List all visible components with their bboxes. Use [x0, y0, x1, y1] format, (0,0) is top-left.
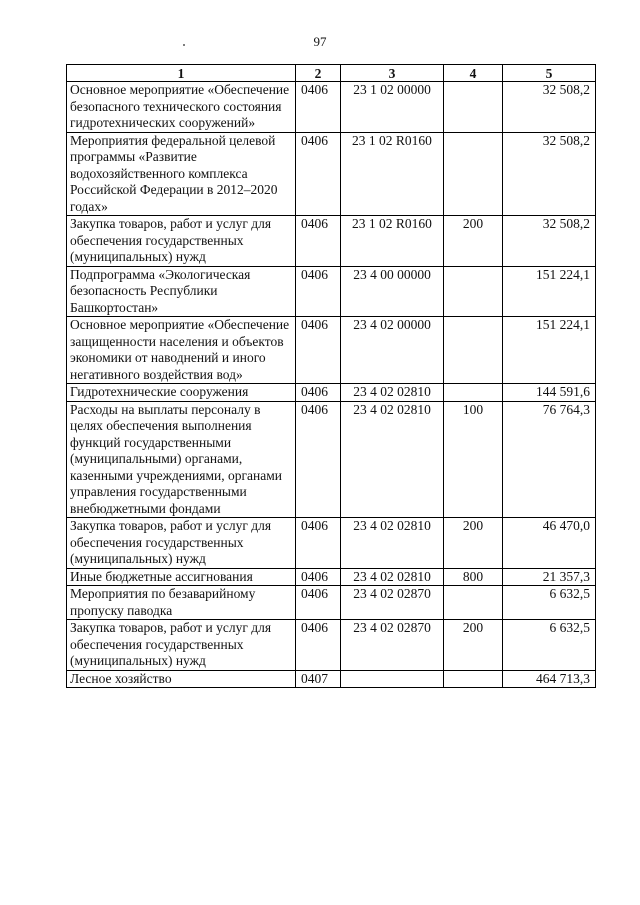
target-code-cell: 23 4 02 02870: [341, 620, 444, 671]
table-row: [67, 266, 596, 317]
row-name-cell: Расходы на выплаты персоналу в целях обеспечения выполнения функций государственными (муниципальными) органами, казенными учреждениями, органами управления государственными внебюджетными фондами: [67, 401, 296, 518]
target-code-cell: 23 4 00 00000: [341, 266, 444, 317]
row-name-cell: Закупка товаров, работ и услуг для обеспечения государственных (муниципальных) нужд: [67, 620, 296, 671]
table-row: [67, 82, 596, 133]
expense-type-cell: 200: [444, 216, 503, 267]
expense-type-cell: [444, 384, 503, 402]
table-row: [67, 518, 596, 569]
expense-type-cell: 200: [444, 518, 503, 569]
table-row: [67, 620, 596, 671]
section-code-cell: 0406: [296, 317, 341, 384]
section-code-cell: 0406: [296, 620, 341, 671]
section-code-cell: 0406: [296, 82, 341, 133]
target-code-cell: 23 1 02 00000: [341, 82, 444, 133]
section-code-cell: 0406: [296, 401, 341, 518]
amount-cell: 32 508,2: [503, 216, 596, 267]
target-code-cell: 23 1 02 R0160: [341, 216, 444, 267]
row-name-cell: Основное мероприятие «Обеспечение безопасного технического состояния гидротехнических сооружений»: [67, 82, 296, 133]
table-row: [67, 132, 596, 216]
row-name-cell: Иные бюджетные ассигнования: [67, 568, 296, 586]
expense-type-cell: [444, 317, 503, 384]
amount-cell: 46 470,0: [503, 518, 596, 569]
target-code-cell: 23 4 02 02810: [341, 384, 444, 402]
amount-cell: 32 508,2: [503, 132, 596, 216]
table-row: [67, 384, 596, 402]
target-code-cell: [341, 670, 444, 688]
row-name-cell: Мероприятия по безаварийному пропуску паводка: [67, 586, 296, 620]
column-header: 4: [444, 65, 503, 82]
target-code-cell: 23 4 02 02810: [341, 568, 444, 586]
table-row: [67, 670, 596, 688]
amount-cell: 464 713,3: [503, 670, 596, 688]
section-code-cell: 0406: [296, 518, 341, 569]
amount-cell: 21 357,3: [503, 568, 596, 586]
section-code-cell: 0406: [296, 568, 341, 586]
row-name-cell: Подпрограмма «Экологическая безопасность Республики Башкортостан»: [67, 266, 296, 317]
amount-cell: 6 632,5: [503, 620, 596, 671]
column-header: 1: [67, 65, 296, 82]
amount-cell: 76 764,3: [503, 401, 596, 518]
expense-type-cell: 800: [444, 568, 503, 586]
scan-dot: [183, 44, 185, 46]
table-row: [67, 216, 596, 267]
table-body: [67, 82, 596, 688]
row-name-cell: Основное мероприятие «Обеспечение защищенности населения и объектов экономики от наводнений и иного негативного воздействия вод»: [67, 317, 296, 384]
amount-cell: 151 224,1: [503, 266, 596, 317]
column-header: 3: [341, 65, 444, 82]
amount-cell: 6 632,5: [503, 586, 596, 620]
section-code-cell: 0406: [296, 216, 341, 267]
column-header: 2: [296, 65, 341, 82]
budget-table: [66, 64, 596, 688]
expense-type-cell: 100: [444, 401, 503, 518]
section-code-cell: 0406: [296, 586, 341, 620]
row-name-cell: Закупка товаров, работ и услуг для обеспечения государственных (муниципальных) нужд: [67, 216, 296, 267]
amount-cell: 144 591,6: [503, 384, 596, 402]
row-name-cell: Мероприятия федеральной целевой программы «Развитие водохозяйственного комплекса Российской Федерации в 2012–2020 годах»: [67, 132, 296, 216]
column-header: 5: [503, 65, 596, 82]
section-code-cell: 0407: [296, 670, 341, 688]
target-code-cell: 23 4 02 02870: [341, 586, 444, 620]
table-row: [67, 401, 596, 518]
table-row: [67, 317, 596, 384]
expense-type-cell: [444, 586, 503, 620]
expense-type-cell: [444, 82, 503, 133]
row-name-cell: Лесное хозяйство: [67, 670, 296, 688]
target-code-cell: 23 4 02 02810: [341, 401, 444, 518]
table-row: [67, 586, 596, 620]
section-code-cell: 0406: [296, 132, 341, 216]
expense-type-cell: [444, 132, 503, 216]
table-header-row: [67, 65, 596, 82]
expense-type-cell: 200: [444, 620, 503, 671]
expense-type-cell: [444, 670, 503, 688]
target-code-cell: 23 4 02 02810: [341, 518, 444, 569]
table-row: [67, 568, 596, 586]
expense-type-cell: [444, 266, 503, 317]
row-name-cell: Гидротехнические сооружения: [67, 384, 296, 402]
amount-cell: 32 508,2: [503, 82, 596, 133]
amount-cell: 151 224,1: [503, 317, 596, 384]
section-code-cell: 0406: [296, 266, 341, 317]
target-code-cell: 23 4 02 00000: [341, 317, 444, 384]
row-name-cell: Закупка товаров, работ и услуг для обеспечения государственных (муниципальных) нужд: [67, 518, 296, 569]
target-code-cell: 23 1 02 R0160: [341, 132, 444, 216]
page-number: 97: [313, 34, 327, 49]
section-code-cell: 0406: [296, 384, 341, 402]
